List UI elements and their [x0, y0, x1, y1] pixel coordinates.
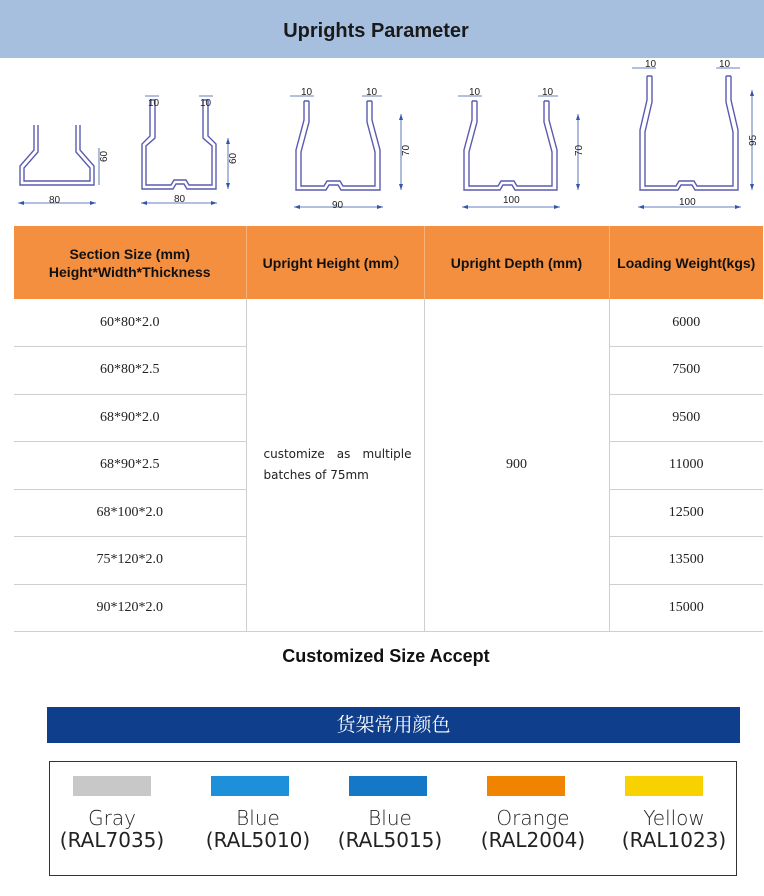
section-size-cell: 68*100*2.0 [14, 489, 246, 537]
loading-weight-cell: 6000 [609, 299, 763, 347]
customized-size-note: Customized Size Accept [282, 646, 490, 666]
upright-height-cell: customize as multiple batches of 75mm [246, 299, 424, 632]
profile-3-height: 70 [401, 144, 412, 156]
section-size-cell: 75*120*2.0 [14, 537, 246, 585]
profile-100x95 [640, 76, 738, 190]
profile-3-width: 90 [332, 200, 344, 211]
profile-2-height: 60 [228, 152, 239, 164]
section-size-cell: 60*80*2.0 [14, 299, 246, 347]
swatch-blue-5010-code: (RAL5010) [205, 828, 311, 852]
loading-weight-cell: 11000 [609, 442, 763, 490]
profile-80x60-slotted [142, 100, 216, 189]
header-upright-depth: Upright Depth (mm) [424, 226, 609, 299]
swatch-blue-5015 [349, 776, 427, 796]
header-section-line2: Height*Width*Thickness [48, 263, 211, 280]
profile-3-flange-right: 10 [366, 87, 378, 98]
profile-4-height: 70 [574, 144, 585, 156]
header-section-size [14, 226, 246, 299]
page-title: Uprights Parameter [283, 20, 469, 42]
color-swatch-panel [49, 761, 737, 876]
profile-4-width: 100 [503, 195, 520, 206]
swatch-gray-code: (RAL7035) [59, 828, 165, 852]
swatch-gray-name: Gray [88, 806, 136, 830]
profile-3-flange-left: 10 [301, 87, 313, 98]
loading-weight-cell: 13500 [609, 537, 763, 585]
header-upright-height: Upright Height (mm） [246, 226, 424, 299]
loading-weight-cell: 7500 [609, 347, 763, 395]
section-size-cell: 60*80*2.5 [14, 347, 246, 395]
uprights-spec-table [14, 226, 763, 632]
profile-drawings-svg [0, 58, 764, 226]
profile-80x60 [20, 125, 94, 185]
profile-5-height: 95 [748, 134, 759, 146]
upright-depth-cell: 900 [424, 299, 609, 632]
header-section-line1: Section Size (mm) [69, 245, 191, 262]
loading-weight-cell: 9500 [609, 394, 763, 442]
table-header-row [14, 226, 763, 299]
profile-5-flange-left: 10 [645, 59, 657, 70]
loading-weight-cell: 12500 [609, 489, 763, 537]
swatch-blue-5015-code: (RAL5015) [337, 828, 443, 852]
swatch-yellow [625, 776, 703, 796]
section-size-cell: 90*120*2.0 [14, 584, 246, 632]
profile-1-width: 80 [49, 195, 61, 206]
profile-4-flange-left: 10 [469, 87, 481, 98]
swatch-yellow-name: Yellow [643, 806, 705, 830]
swatch-orange [487, 776, 565, 796]
section-size-cell: 68*90*2.0 [14, 394, 246, 442]
profile-2-width: 80 [174, 194, 186, 205]
profile-100x70 [464, 101, 557, 190]
swatch-blue-5010 [211, 776, 289, 796]
table-row [14, 299, 763, 347]
swatch-blue-5015-name: Blue [368, 806, 412, 830]
profile-4-flange-right: 10 [542, 87, 554, 98]
profile-1-height: 60 [99, 150, 110, 162]
swatch-yellow-code: (RAL1023) [621, 828, 727, 852]
section-size-cell: 68*90*2.5 [14, 442, 246, 490]
profile-2-flange-left: 10 [148, 98, 160, 109]
profile-5-flange-right: 10 [719, 59, 731, 70]
loading-weight-cell: 15000 [609, 584, 763, 632]
header-loading-weight: Loading Weight(kgs) [609, 226, 763, 299]
swatch-orange-code: (RAL2004) [480, 828, 586, 852]
profile-drawings [0, 58, 764, 226]
colors-title-bar: 货架常用颜色 [47, 707, 740, 743]
profile-90x70 [296, 101, 380, 190]
swatch-blue-5010-name: Blue [236, 806, 280, 830]
swatch-orange-name: Orange [496, 806, 570, 830]
profile-2-flange-right: 10 [200, 98, 212, 109]
profile-5-width: 100 [679, 197, 696, 208]
swatch-gray [73, 776, 151, 796]
